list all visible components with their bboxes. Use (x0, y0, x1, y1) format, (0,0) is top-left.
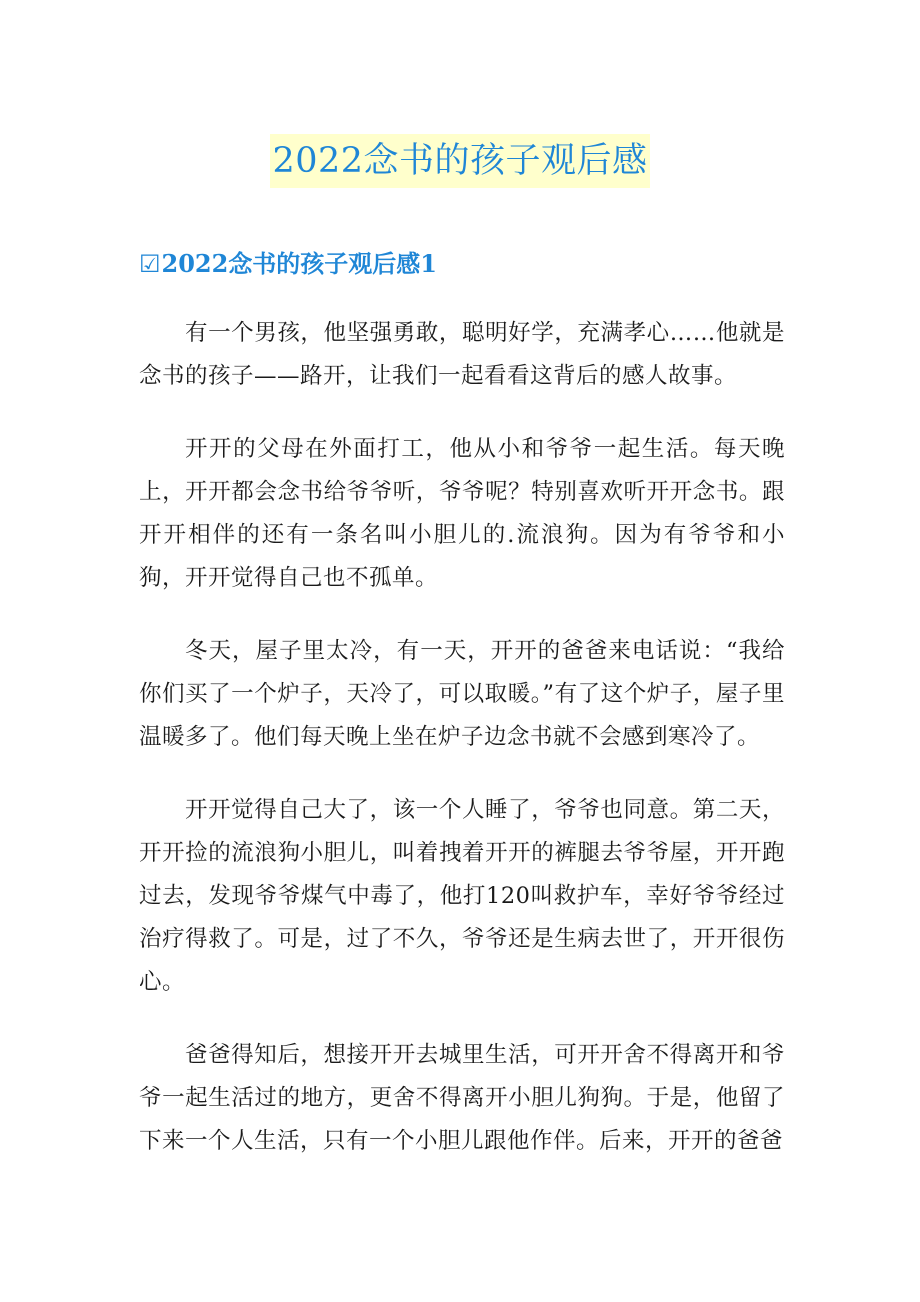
checkbox-icon: ☑ (139, 250, 161, 278)
title-container (0, 134, 920, 188)
paragraph: 爸爸得知后，想接开开去城里生活，可开开舍不得离开和爷爷一起生活过的地方，更舍不得离开小胆儿狗狗。于是，他留了下来一个人生活，只有一个小胆儿跟他作伴。后来，开开的爸爸 (139, 1042, 785, 1154)
paragraph: 有一个男孩，他坚强勇敢，聪明好学，充满孝心……他就是念书的孩子——路开，让我们一起看看这背后的感人故事。 (139, 320, 785, 389)
paragraph: 冬天，屋子里太冷，有一天，开开的爸爸来电话说：“我给你们买了一个炉子，天冷了，可以取暖。”有了这个炉子，屋子里温暖多了。他们每天晚上坐在炉子边念书就不会感到寒冷了。 (139, 638, 785, 750)
paragraph: 开开的父母在外面打工，他从小和爷爷一起生活。每天晚上，开开都会念书给爷爷听，爷爷呢？特别喜欢听开开念书。跟开开相伴的还有一条名叫小胆儿的.流浪狗。因为有爷爷和小狗，开开觉得自己也不孤单。 (139, 436, 785, 591)
section-heading (139, 246, 437, 282)
page-title: 2022念书的孩子观后感 (270, 134, 649, 188)
section-heading-text: 2022念书的孩子观后感1 (161, 249, 438, 278)
article-body (139, 312, 785, 1193)
paragraph: 开开觉得自己大了，该一个人睡了，爷爷也同意。第二天，开开捡的流浪狗小胆儿，叫着拽着开开的裤腿去爷爷屋，开开跑过去，发现爷爷煤气中毒了，他打120叫救护车，幸好爷爷经过治疗得救了。可是，过了不久，爷爷还是生病去世了，开开很伤心。 (139, 797, 785, 995)
